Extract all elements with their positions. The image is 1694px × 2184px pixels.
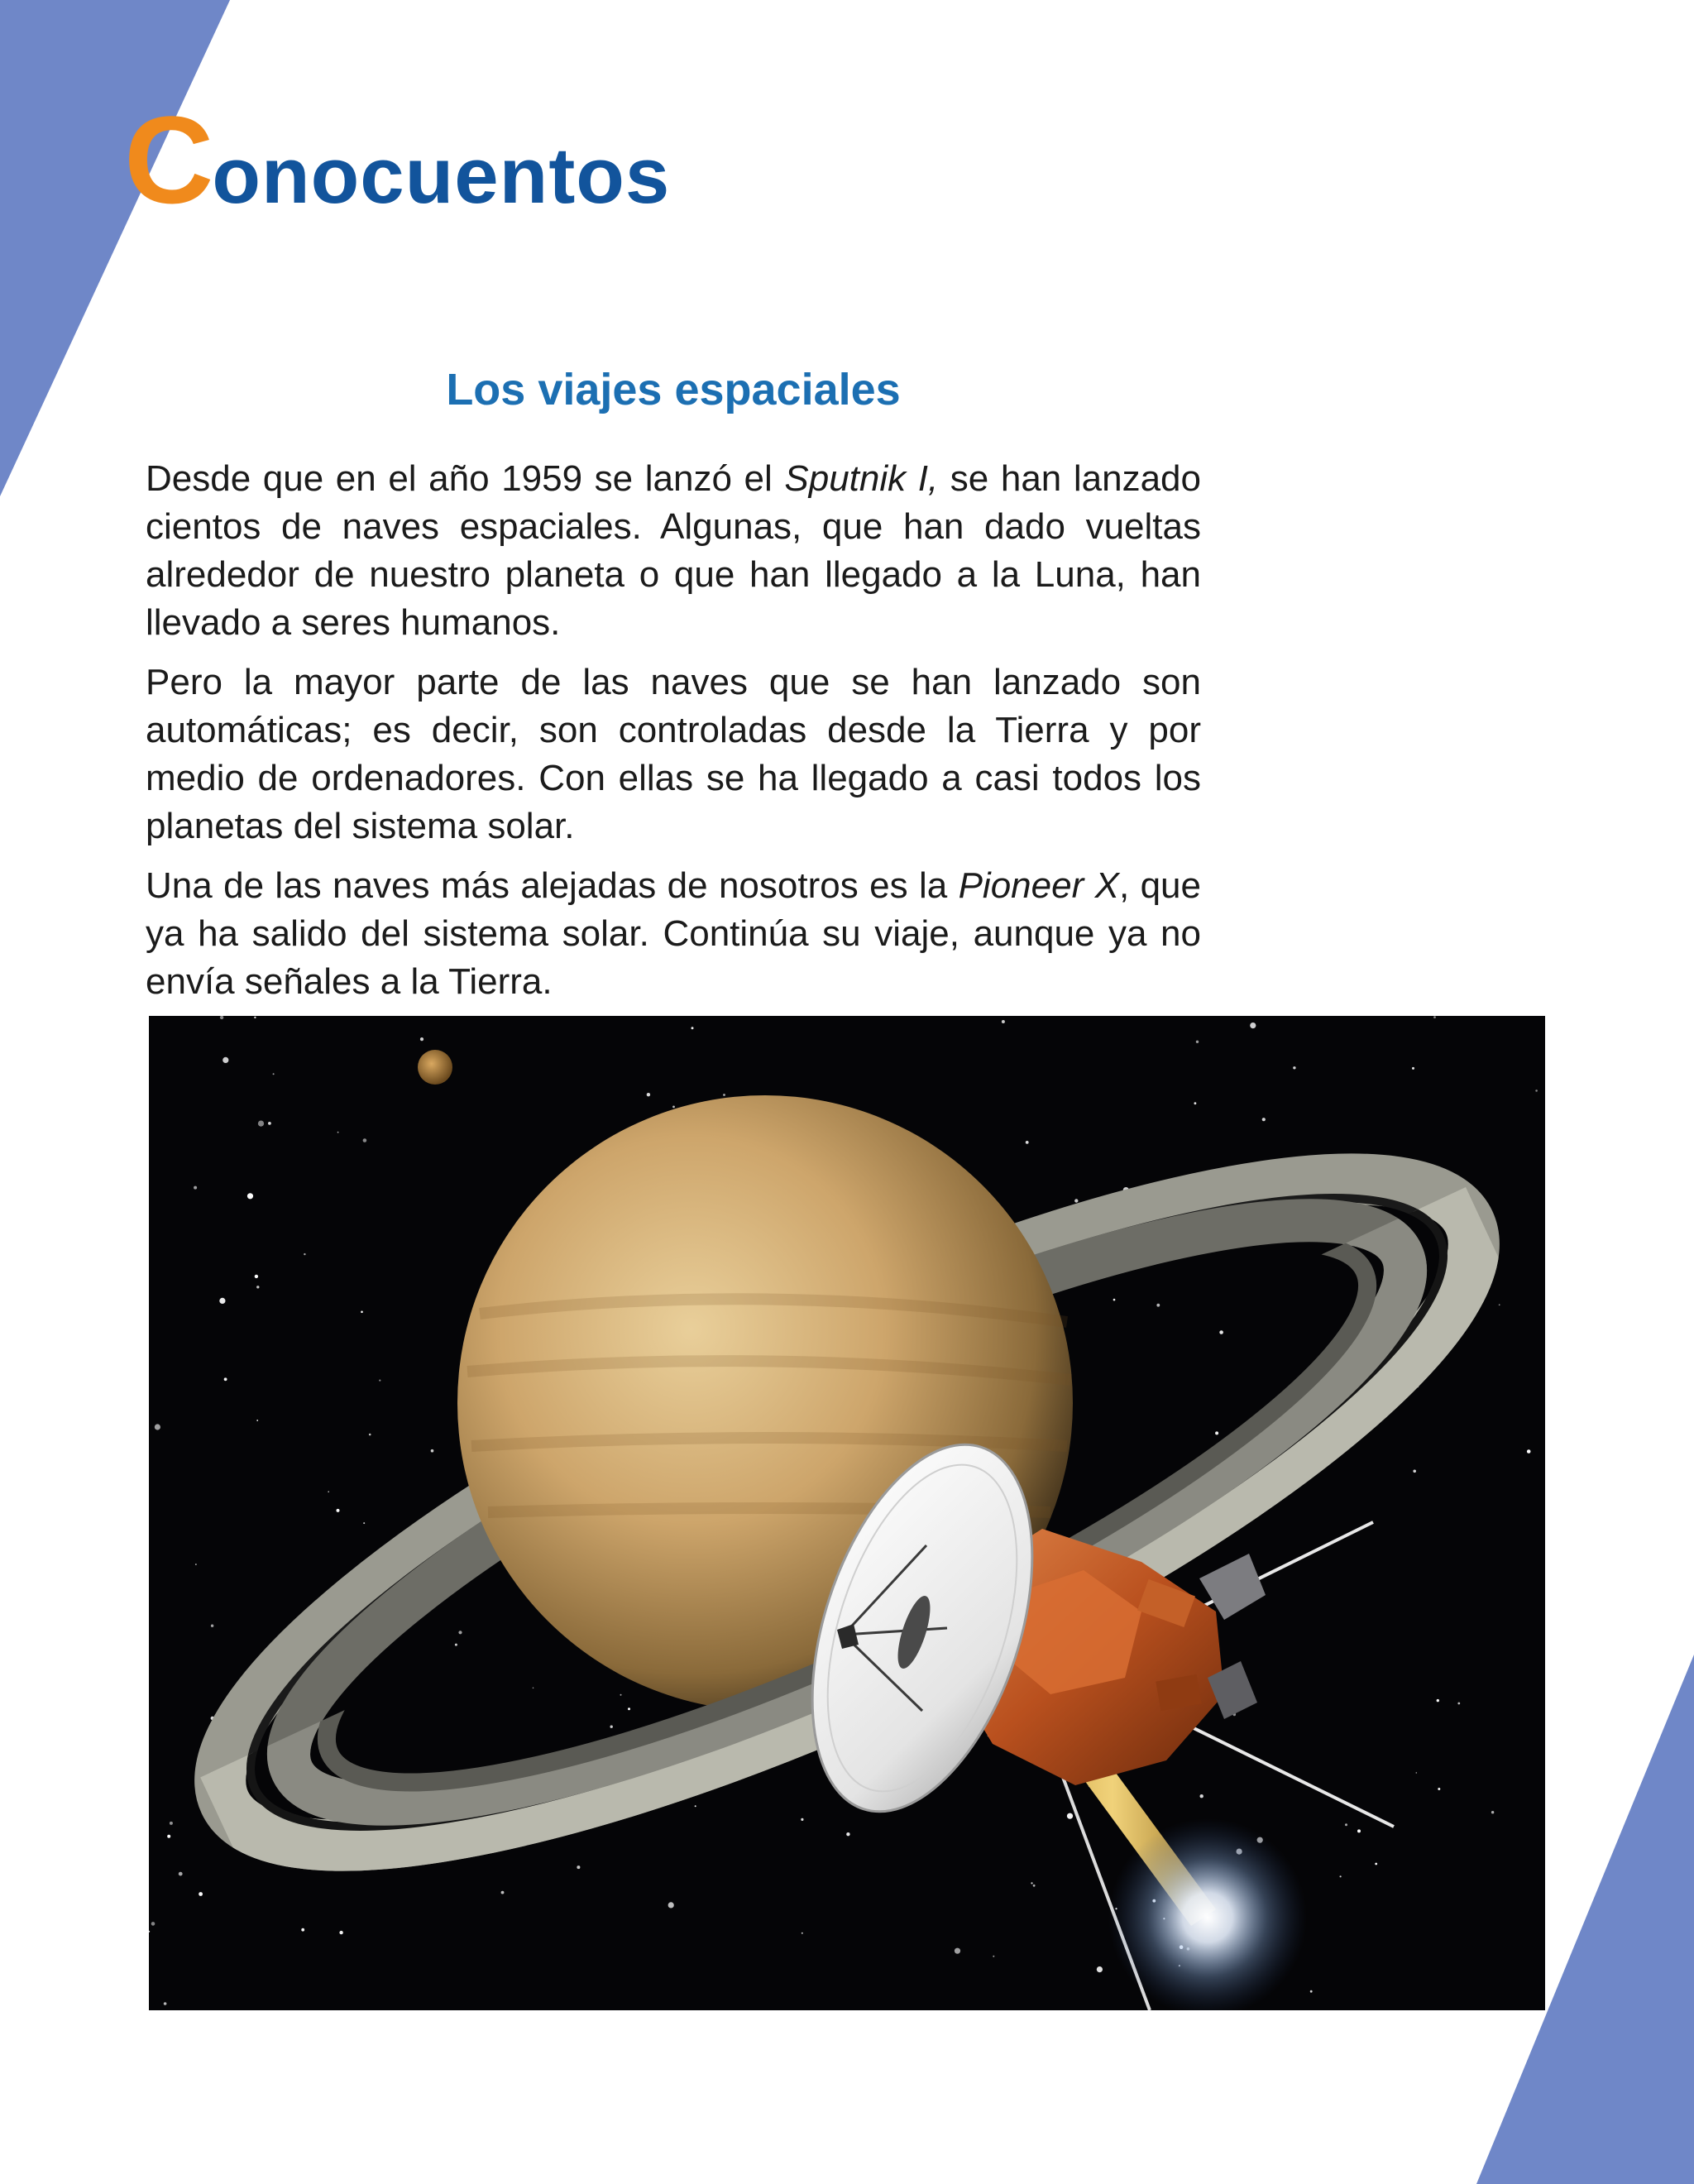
star — [672, 1106, 675, 1109]
star — [268, 1122, 271, 1125]
moon — [418, 1050, 452, 1085]
article-title: Los viajes espaciales — [446, 365, 901, 414]
paragraph-2-text: Pero la mayor parte de las naves que se han lanzado son automáticas; es decir, son controladas desde la Tierra y por medio de ordenadores. Con ellas se ha llegado a casi todos los planetas del sistema solar. — [146, 662, 1201, 846]
star — [1026, 1141, 1029, 1144]
star — [610, 1726, 613, 1728]
star — [1535, 1090, 1538, 1092]
star — [164, 2002, 167, 2005]
star — [1438, 1788, 1440, 1790]
paragraph-3 — [146, 862, 1201, 1006]
star — [379, 1380, 380, 1382]
section-title-rest: onocuentos — [212, 132, 671, 220]
star — [219, 1298, 225, 1304]
star — [1074, 1199, 1078, 1202]
star — [1215, 1431, 1218, 1434]
paragraph-1-emphasis: Sputnik I, — [784, 458, 939, 499]
star — [223, 1057, 228, 1063]
star — [577, 1866, 580, 1869]
star — [195, 1564, 197, 1565]
star — [455, 1644, 457, 1646]
star — [224, 1377, 227, 1381]
top-left-triangle — [0, 0, 230, 496]
star — [273, 1073, 275, 1075]
paragraph-3-text-b: , que ya ha salido del sistema solar. Continúa su viaje, aunque ya no envía señales a la Tierra. — [146, 865, 1201, 1002]
star — [1194, 1102, 1197, 1104]
star — [304, 1253, 305, 1255]
star — [361, 1311, 363, 1314]
star — [199, 1892, 203, 1896]
star — [1499, 1304, 1500, 1305]
section-title-initial: C — [124, 90, 213, 229]
star — [846, 1832, 849, 1836]
star — [363, 1138, 367, 1142]
star — [155, 1424, 160, 1430]
star — [258, 1121, 264, 1127]
star — [1375, 1863, 1377, 1866]
star — [801, 1818, 803, 1821]
star — [1200, 1794, 1204, 1798]
star — [337, 1509, 340, 1512]
star — [328, 1491, 329, 1492]
star — [369, 1434, 371, 1436]
star — [993, 1956, 994, 1957]
star — [695, 1805, 696, 1807]
star — [1002, 1020, 1005, 1023]
star — [1097, 1966, 1103, 1972]
star — [1491, 1811, 1494, 1813]
star — [1412, 1067, 1414, 1070]
star — [1527, 1449, 1531, 1454]
star — [1067, 1813, 1073, 1819]
article-body — [146, 455, 1201, 1018]
star — [1156, 1304, 1160, 1307]
star — [256, 1420, 258, 1421]
star — [431, 1449, 434, 1453]
star — [194, 1186, 197, 1190]
star — [802, 1933, 803, 1934]
star — [1293, 1066, 1295, 1069]
star — [723, 1094, 725, 1096]
star — [458, 1631, 462, 1634]
star — [533, 1688, 534, 1689]
star — [1033, 1885, 1036, 1887]
star — [339, 1931, 342, 1934]
star — [170, 1822, 173, 1825]
star — [1113, 1299, 1116, 1301]
star — [955, 1948, 960, 1954]
section-title — [124, 90, 671, 229]
star — [211, 1625, 213, 1627]
star — [420, 1037, 424, 1041]
star — [254, 1017, 256, 1018]
paragraph-1-text-a: Desde que en el año 1959 se lanzó el — [146, 458, 785, 499]
star — [1196, 1041, 1199, 1043]
paragraph-3-emphasis: Pioneer X — [958, 865, 1119, 906]
saturn-spacecraft-illustration — [149, 1016, 1545, 2010]
star — [628, 1707, 630, 1710]
star — [1031, 1882, 1032, 1884]
star — [255, 1275, 258, 1278]
star — [1457, 1703, 1460, 1705]
star — [668, 1902, 674, 1908]
star — [1357, 1829, 1361, 1832]
star — [247, 1193, 253, 1199]
star — [1345, 1823, 1347, 1826]
star — [620, 1694, 622, 1696]
star — [363, 1522, 365, 1524]
paragraph-1-text-b: se han lanzado cientos de naves espaciales. Algunas, que han dado vueltas alrededor de nuestro planeta o que han llegado a la Luna, han llevado a seres humanos. — [146, 458, 1201, 643]
star — [1416, 1772, 1418, 1774]
star — [691, 1027, 694, 1029]
star — [1433, 1016, 1436, 1018]
star — [179, 1872, 183, 1876]
star — [167, 1835, 170, 1838]
star — [1310, 1990, 1313, 1993]
star — [337, 1132, 339, 1133]
paragraph-3-text-a: Una de las naves más alejadas de nosotros es la — [146, 865, 959, 906]
star — [301, 1928, 304, 1932]
star — [1250, 1023, 1256, 1028]
star — [1219, 1330, 1223, 1334]
paragraph-2 — [146, 659, 1201, 850]
star — [1437, 1699, 1439, 1702]
star — [1340, 1875, 1342, 1877]
star — [1413, 1470, 1416, 1473]
star — [256, 1286, 259, 1288]
paragraph-1 — [146, 455, 1201, 647]
star — [501, 1891, 505, 1894]
star — [1262, 1118, 1266, 1121]
star — [151, 1922, 156, 1926]
star — [647, 1093, 650, 1096]
